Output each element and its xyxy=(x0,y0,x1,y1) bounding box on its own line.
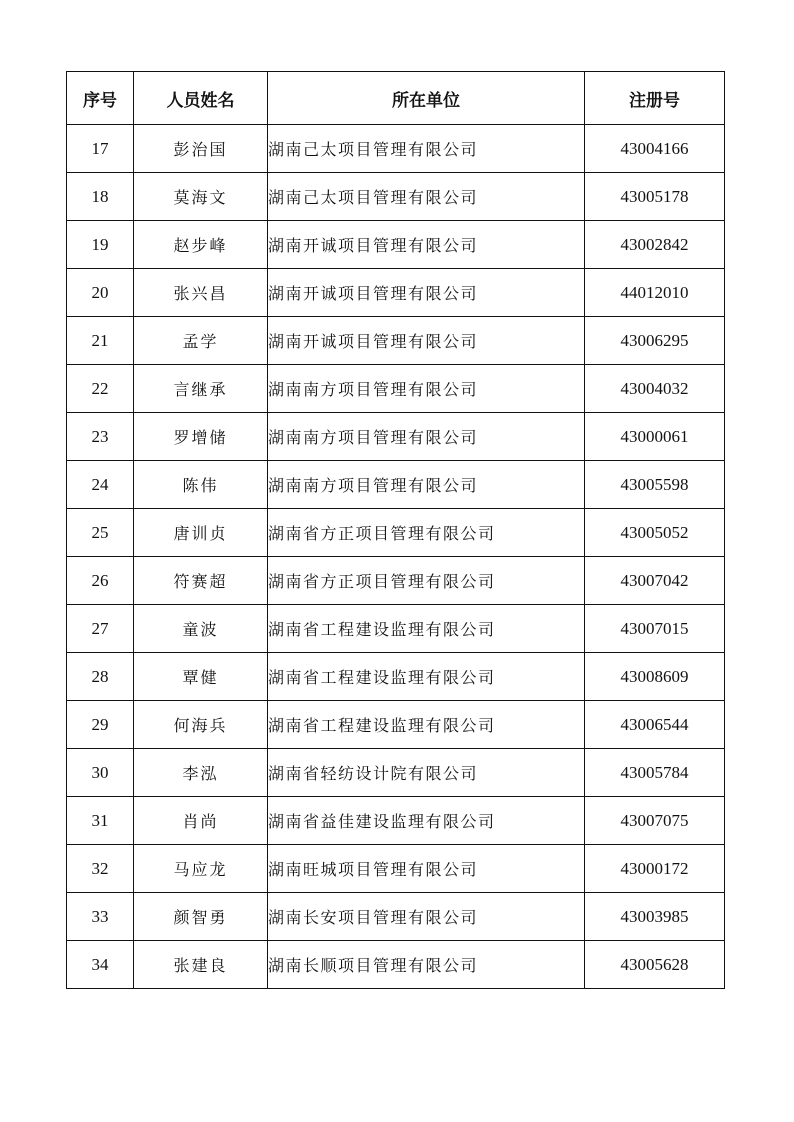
cell-reg: 43003985 xyxy=(585,893,725,941)
cell-reg: 43006295 xyxy=(585,317,725,365)
cell-reg: 43006544 xyxy=(585,701,725,749)
table-row xyxy=(67,173,725,221)
cell-name: 唐训贞 xyxy=(134,509,268,557)
cell-name: 符赛超 xyxy=(134,557,268,605)
cell-reg: 43005178 xyxy=(585,173,725,221)
cell-seq: 33 xyxy=(67,893,134,941)
cell-name: 马应龙 xyxy=(134,845,268,893)
cell-unit: 湖南省方正项目管理有限公司 xyxy=(268,557,585,605)
cell-reg: 43005784 xyxy=(585,749,725,797)
cell-unit: 湖南省工程建设监理有限公司 xyxy=(268,701,585,749)
cell-reg: 43004166 xyxy=(585,125,725,173)
cell-name: 覃健 xyxy=(134,653,268,701)
cell-reg: 44012010 xyxy=(585,269,725,317)
table-row xyxy=(67,413,725,461)
table-row xyxy=(67,653,725,701)
header-unit: 所在单位 xyxy=(268,72,585,125)
cell-name: 赵步峰 xyxy=(134,221,268,269)
cell-seq: 26 xyxy=(67,557,134,605)
cell-name: 何海兵 xyxy=(134,701,268,749)
table-body xyxy=(67,125,725,989)
cell-unit: 湖南开诚项目管理有限公司 xyxy=(268,317,585,365)
cell-reg: 43000061 xyxy=(585,413,725,461)
table-row xyxy=(67,269,725,317)
cell-seq: 21 xyxy=(67,317,134,365)
table-row xyxy=(67,557,725,605)
cell-unit: 湖南南方项目管理有限公司 xyxy=(268,413,585,461)
cell-unit: 湖南省工程建设监理有限公司 xyxy=(268,605,585,653)
cell-name: 颜智勇 xyxy=(134,893,268,941)
cell-unit: 湖南省轻纺设计院有限公司 xyxy=(268,749,585,797)
cell-seq: 18 xyxy=(67,173,134,221)
cell-name: 张兴昌 xyxy=(134,269,268,317)
cell-seq: 24 xyxy=(67,461,134,509)
cell-unit: 湖南长顺项目管理有限公司 xyxy=(268,941,585,989)
cell-name: 陈伟 xyxy=(134,461,268,509)
cell-reg: 43008609 xyxy=(585,653,725,701)
cell-seq: 22 xyxy=(67,365,134,413)
cell-unit: 湖南开诚项目管理有限公司 xyxy=(268,269,585,317)
cell-seq: 29 xyxy=(67,701,134,749)
header-seq: 序号 xyxy=(67,72,134,125)
table-row xyxy=(67,509,725,557)
cell-seq: 31 xyxy=(67,797,134,845)
cell-name: 肖尚 xyxy=(134,797,268,845)
cell-reg: 43005052 xyxy=(585,509,725,557)
header-reg: 注册号 xyxy=(585,72,725,125)
table-row xyxy=(67,845,725,893)
table-row xyxy=(67,797,725,845)
header-row xyxy=(67,72,725,125)
cell-seq: 23 xyxy=(67,413,134,461)
cell-unit: 湖南己太项目管理有限公司 xyxy=(268,173,585,221)
cell-seq: 34 xyxy=(67,941,134,989)
table-row xyxy=(67,941,725,989)
registry-table xyxy=(66,71,725,989)
table-header xyxy=(67,72,725,125)
table-row xyxy=(67,125,725,173)
table-row xyxy=(67,605,725,653)
cell-name: 孟学 xyxy=(134,317,268,365)
cell-seq: 17 xyxy=(67,125,134,173)
cell-unit: 湖南南方项目管理有限公司 xyxy=(268,365,585,413)
cell-seq: 27 xyxy=(67,605,134,653)
table-row xyxy=(67,701,725,749)
cell-reg: 43000172 xyxy=(585,845,725,893)
cell-seq: 30 xyxy=(67,749,134,797)
cell-seq: 32 xyxy=(67,845,134,893)
table-row xyxy=(67,749,725,797)
cell-seq: 25 xyxy=(67,509,134,557)
cell-seq: 20 xyxy=(67,269,134,317)
cell-reg: 43002842 xyxy=(585,221,725,269)
cell-name: 彭治国 xyxy=(134,125,268,173)
cell-seq: 28 xyxy=(67,653,134,701)
cell-name: 言继承 xyxy=(134,365,268,413)
table-row xyxy=(67,317,725,365)
cell-unit: 湖南省益佳建设监理有限公司 xyxy=(268,797,585,845)
cell-reg: 43005628 xyxy=(585,941,725,989)
cell-name: 张建良 xyxy=(134,941,268,989)
cell-reg: 43007075 xyxy=(585,797,725,845)
cell-unit: 湖南长安项目管理有限公司 xyxy=(268,893,585,941)
header-name: 人员姓名 xyxy=(134,72,268,125)
cell-name: 李泓 xyxy=(134,749,268,797)
cell-unit: 湖南开诚项目管理有限公司 xyxy=(268,221,585,269)
table-row xyxy=(67,461,725,509)
cell-reg: 43007042 xyxy=(585,557,725,605)
cell-unit: 湖南旺城项目管理有限公司 xyxy=(268,845,585,893)
cell-reg: 43005598 xyxy=(585,461,725,509)
cell-reg: 43004032 xyxy=(585,365,725,413)
cell-unit: 湖南省方正项目管理有限公司 xyxy=(268,509,585,557)
cell-unit: 湖南省工程建设监理有限公司 xyxy=(268,653,585,701)
table-row xyxy=(67,365,725,413)
cell-unit: 湖南南方项目管理有限公司 xyxy=(268,461,585,509)
table-row xyxy=(67,221,725,269)
cell-unit: 湖南己太项目管理有限公司 xyxy=(268,125,585,173)
cell-reg: 43007015 xyxy=(585,605,725,653)
cell-name: 童波 xyxy=(134,605,268,653)
cell-seq: 19 xyxy=(67,221,134,269)
cell-name: 罗增储 xyxy=(134,413,268,461)
cell-name: 莫海文 xyxy=(134,173,268,221)
table-row xyxy=(67,893,725,941)
